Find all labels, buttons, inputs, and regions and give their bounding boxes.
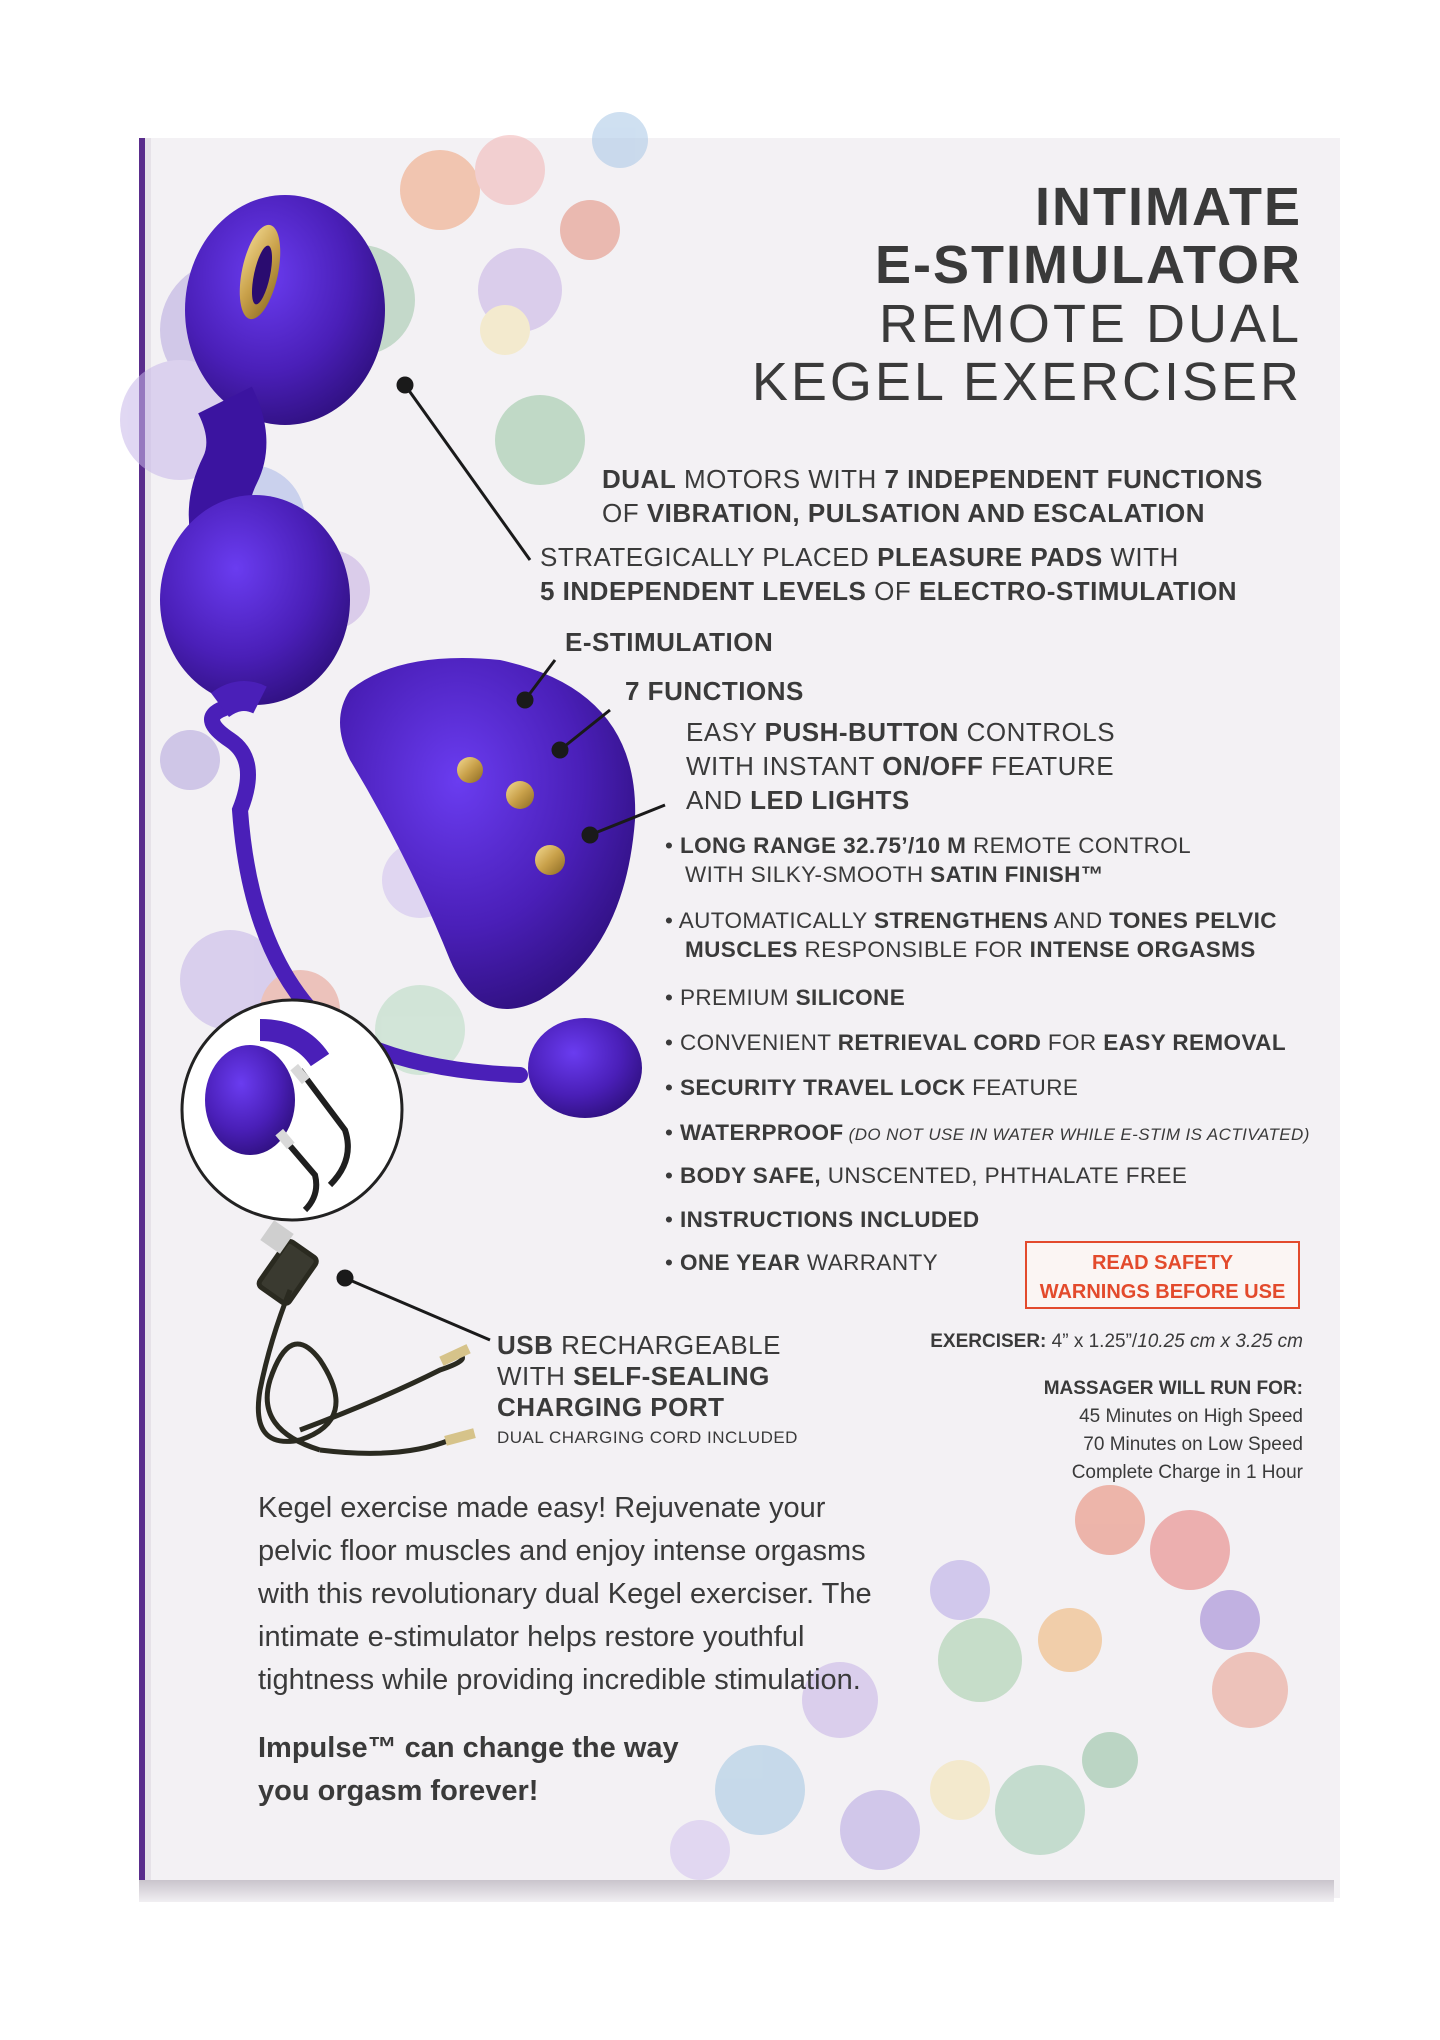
bullet-travel-lock: • SECURITY TRAVEL LOCK FEATURE (665, 1075, 1079, 1100)
usb-cable-illustration (257, 1220, 476, 1453)
bullet-body-safe: • BODY SAFE, UNSCENTED, PHTHALATE FREE (665, 1163, 1188, 1188)
title-line-1: INTIMATE (1035, 177, 1302, 237)
bullet-silicone: • PREMIUM SILICONE (665, 985, 906, 1010)
title-line-4: KEGEL EXERCISER (751, 351, 1302, 412)
bullet-retrieval-cord: • CONVENIENT RETRIEVAL CORD FOR EASY REMOVAL (665, 1030, 1286, 1055)
feature-7-functions: 7 FUNCTIONS (625, 676, 804, 706)
product-description: Kegel exercise made easy! Rejuvenate your pelvic floor muscles and enjoy intense orgasms with this revolutionary dual Kegel exerciser. The intimate e-stimulator helps restore youthful tightness while providing incredible stimulation. (258, 1492, 872, 1696)
bullet-warranty: • ONE YEAR WARRANTY (665, 1250, 939, 1275)
safety-line-2: WARNINGS BEFORE USE (1039, 1281, 1286, 1303)
bullet-strengthens: • AUTOMATICALLY STRENGTHENS AND TONES PELVIC MUSCLES RESPONSIBLE FOR INTENSE ORGASMS (665, 908, 1277, 962)
feature-e-stimulation: E-STIMULATION (565, 627, 774, 657)
safety-line-1: READ SAFETY (1091, 1252, 1234, 1274)
charging-port-inset (182, 1000, 402, 1220)
title-line-3: REMOTE DUAL (878, 293, 1302, 354)
product-title (752, 178, 1302, 411)
bullet-instructions: • INSTRUCTIONS INCLUDED (665, 1207, 980, 1232)
bullet-waterproof: • WATERPROOF (DO NOT USE IN WATER WHILE E-STIM IS ACTIVATED) (665, 1120, 1310, 1145)
safety-warning-box (1025, 1241, 1300, 1309)
feature-pleasure-pads: STRATEGICALLY PLACED PLEASURE PADS WITH 5 INDEPENDENT LEVELS OF ELECTRO-STIMULATION (540, 542, 1238, 606)
tagline: Impulse™ can change the way you orgasm forever! (258, 1732, 679, 1807)
bullet-remote-range: • LONG RANGE 32.75’/10 M REMOTE CONTROL WITH SILKY-SMOOTH SATIN FINISH™ (665, 833, 1192, 887)
usb-subnote: DUAL CHARGING CORD INCLUDED (497, 1428, 798, 1447)
runtime-spec: MASSAGER WILL RUN FOR: 45 Minutes on High Speed 70 Minutes on Low Speed Complete Charge in 1 Hour (1043, 1378, 1303, 1483)
usb-callout: USB RECHARGEABLE WITH SELF-SEALING CHARGING PORT (497, 1330, 781, 1422)
title-line-2: E-STIMULATOR (875, 235, 1302, 296)
dimensions-spec: EXERCISER: 4” x 1.25”/10.25 cm x 3.25 cm (930, 1331, 1303, 1352)
feature-motors: DUAL MOTORS WITH 7 INDEPENDENT FUNCTIONS OF VIBRATION, PULSATION AND ESCALATION (602, 464, 1263, 528)
feature-push-button: EASY PUSH-BUTTON CONTROLS WITH INSTANT ON/OFF FEATURE AND LED LIGHTS (686, 717, 1116, 815)
